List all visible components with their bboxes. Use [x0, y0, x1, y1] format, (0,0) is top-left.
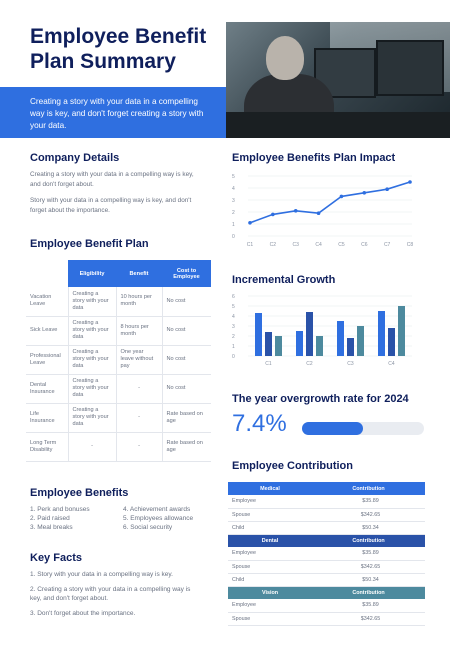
bar — [306, 312, 313, 356]
contribution-group-header — [228, 586, 425, 599]
data-point — [385, 187, 389, 191]
contribution-member: Employee — [228, 599, 312, 612]
contribution-amount: $35.89 — [312, 599, 425, 612]
list-item: 2. Creating a story with your data in a compelling way is key, and don't forget about. — [30, 586, 191, 602]
y-tick-label: 6 — [232, 294, 235, 300]
x-tick-label: C5 — [338, 242, 345, 248]
y-tick-label: 1 — [232, 344, 235, 350]
x-tick-label: C3 — [347, 361, 354, 367]
y-tick-label: 4 — [232, 314, 235, 320]
table-row — [228, 573, 425, 586]
contribution-heading: Employee Contribution — [232, 460, 353, 472]
bar — [337, 321, 344, 356]
contribution-member: Child — [228, 573, 312, 586]
y-tick-label: 0 — [232, 354, 235, 360]
overgrowth-progress-fill — [302, 422, 363, 435]
plan-cell-cost: No cost — [162, 345, 211, 374]
table-row — [228, 508, 425, 521]
contribution-group-name: Vision — [228, 586, 312, 599]
table-row — [26, 345, 211, 374]
x-tick-label: C1 — [246, 242, 254, 248]
plan-cell-benefit: - — [116, 374, 162, 403]
table-row — [26, 316, 211, 345]
contribution-amount: $342.65 — [312, 508, 425, 521]
data-point — [317, 211, 321, 215]
x-tick-label: C6 — [361, 242, 368, 248]
plan-header-benefit: Benefit — [116, 260, 162, 287]
x-tick-label: C1 — [265, 361, 272, 367]
plan-row-label: Dental Insurance — [26, 374, 68, 403]
x-tick-label: C8 — [406, 242, 414, 248]
contribution-group-header — [228, 534, 425, 547]
y-tick-label: 3 — [232, 324, 235, 330]
contribution-amount: $50.34 — [312, 573, 425, 586]
y-tick-label: 3 — [232, 198, 235, 204]
company-details-text-2: Story with your data in a compelling way is key, and don't forget about the importance. — [30, 197, 192, 214]
benefits-list-left — [30, 505, 90, 532]
contribution-amount: $342.65 — [312, 560, 425, 573]
benefit-plan-heading: Employee Benefit Plan — [30, 238, 149, 250]
plan-cell-benefit: 10 hours per month — [116, 287, 162, 316]
y-tick-label: 5 — [232, 304, 235, 310]
plan-row-label: Sick Leave — [26, 316, 68, 345]
data-point — [294, 209, 298, 213]
x-tick-label: C2 — [269, 242, 277, 248]
contribution-member: Child — [228, 521, 312, 534]
x-tick-label: C2 — [306, 361, 313, 367]
plan-row-label: Long Term Disability — [26, 432, 68, 461]
y-tick-label: 2 — [232, 210, 235, 216]
plan-cell-benefit: - — [116, 432, 162, 461]
contribution-member: Spouse — [228, 612, 312, 625]
data-point — [340, 195, 344, 199]
contribution-amount: $50.34 — [312, 521, 425, 534]
y-tick-label: 1 — [232, 222, 235, 228]
y-tick-label: 4 — [232, 186, 235, 192]
contribution-member: Spouse — [228, 560, 312, 573]
data-point — [362, 191, 366, 195]
plan-row-label: Life Insurance — [26, 403, 68, 432]
impact-chart-heading: Employee Benefits Plan Impact — [232, 152, 396, 164]
contribution-amount: $35.89 — [312, 495, 425, 508]
plan-cell-eligibility: Creating a story with your data — [68, 287, 116, 316]
bar — [265, 332, 272, 356]
data-point — [248, 221, 252, 225]
list-item: 3. Don't forget about the importance. — [30, 610, 136, 617]
contribution-table — [228, 482, 425, 626]
header-photo — [226, 22, 450, 138]
bar — [296, 331, 303, 356]
impact-line-chart — [226, 168, 426, 250]
bar — [275, 336, 282, 356]
table-row — [228, 612, 425, 625]
contribution-column-header: Contribution — [312, 482, 425, 495]
bar — [378, 311, 385, 356]
plan-header-cost: Cost to Employee — [162, 260, 211, 287]
table-row — [26, 287, 211, 316]
growth-bar-chart — [226, 290, 426, 370]
plan-cell-eligibility: Creating a story with your data — [68, 403, 116, 432]
data-point — [408, 180, 412, 184]
company-details-text-1: Creating a story with your data in a compelling way is key, and don't forget about. — [30, 171, 194, 188]
table-row — [228, 599, 425, 612]
plan-cell-cost: Rate based on age — [162, 432, 211, 461]
list-item: 3. Meal breaks — [30, 524, 73, 531]
plan-cell-cost: No cost — [162, 316, 211, 345]
y-tick-label: 5 — [232, 174, 235, 180]
contribution-member: Employee — [228, 495, 312, 508]
table-row — [228, 495, 425, 508]
table-row — [26, 374, 211, 403]
bar — [357, 326, 364, 356]
contribution-group-name: Dental — [228, 534, 312, 547]
bar — [347, 338, 354, 356]
list-item: 4. Achievement awards — [123, 506, 191, 513]
contribution-amount: $342.65 — [312, 612, 425, 625]
contribution-group-name: Medical — [228, 482, 312, 495]
employee-benefits-heading: Employee Benefits — [30, 487, 129, 499]
company-details-heading: Company Details — [30, 152, 120, 164]
contribution-member: Spouse — [228, 508, 312, 521]
x-tick-label: C3 — [292, 242, 299, 248]
list-item: 5. Employees allowance — [123, 515, 194, 522]
plan-cell-cost: No cost — [162, 374, 211, 403]
plan-cell-cost: No cost — [162, 287, 211, 316]
plan-row-label: Professional Leave — [26, 345, 68, 374]
plan-cell-benefit: 8 hours per month — [116, 316, 162, 345]
intro-banner: Creating a story with your data in a compelling way is key, and don't forget creating a story with your data. — [0, 87, 226, 138]
contribution-column-header: Contribution — [312, 534, 425, 547]
table-row — [228, 560, 425, 573]
plan-cell-eligibility: Creating a story with your data — [68, 316, 116, 345]
overgrowth-rate: 7.4% — [232, 410, 287, 437]
y-tick-label: 0 — [232, 234, 235, 240]
benefits-list-right — [123, 505, 193, 532]
table-row — [26, 432, 211, 461]
table-row — [228, 547, 425, 560]
contribution-group-header — [228, 482, 425, 495]
overgrowth-heading: The year overgrowth rate for 2024 — [232, 393, 409, 405]
table-row — [228, 521, 425, 534]
plan-cell-benefit: One year leave without pay — [116, 345, 162, 374]
contribution-column-header: Contribution — [312, 586, 425, 599]
bar — [388, 328, 395, 356]
contribution-member: Employee — [228, 547, 312, 560]
list-item: 1. Story with your data in a compelling way is key. — [30, 571, 173, 578]
data-point — [271, 213, 275, 217]
bar — [398, 306, 405, 356]
benefit-plan-table — [26, 260, 211, 462]
table-row — [26, 403, 211, 432]
list-item: 6. Social security — [123, 524, 173, 531]
contribution-amount: $35.89 — [312, 547, 425, 560]
plan-row-label: Vacation Leave — [26, 287, 68, 316]
bar — [316, 336, 323, 356]
overgrowth-progress-bar — [302, 422, 424, 435]
x-tick-label: C7 — [383, 242, 391, 248]
growth-chart-heading: Incremental Growth — [232, 274, 336, 286]
bar — [255, 313, 262, 356]
plan-cell-eligibility: Creating a story with your data — [68, 374, 116, 403]
plan-cell-cost: Rate based on age — [162, 403, 211, 432]
plan-cell-eligibility: Creating a story with your data — [68, 345, 116, 374]
key-facts-list — [30, 570, 200, 618]
list-item: 2. Paid raised — [30, 515, 70, 522]
plan-header-eligibility: Eligibility — [68, 260, 116, 287]
key-facts-heading: Key Facts — [30, 552, 82, 564]
y-tick-label: 2 — [232, 334, 235, 340]
plan-cell-benefit: - — [116, 403, 162, 432]
page-title: Employee Benefit Plan Summary — [30, 25, 207, 73]
list-item: 1. Perk and bonuses — [30, 506, 90, 513]
x-tick-label: C4 — [315, 242, 322, 248]
x-tick-label: C4 — [388, 361, 395, 367]
plan-cell-eligibility: - — [68, 432, 116, 461]
